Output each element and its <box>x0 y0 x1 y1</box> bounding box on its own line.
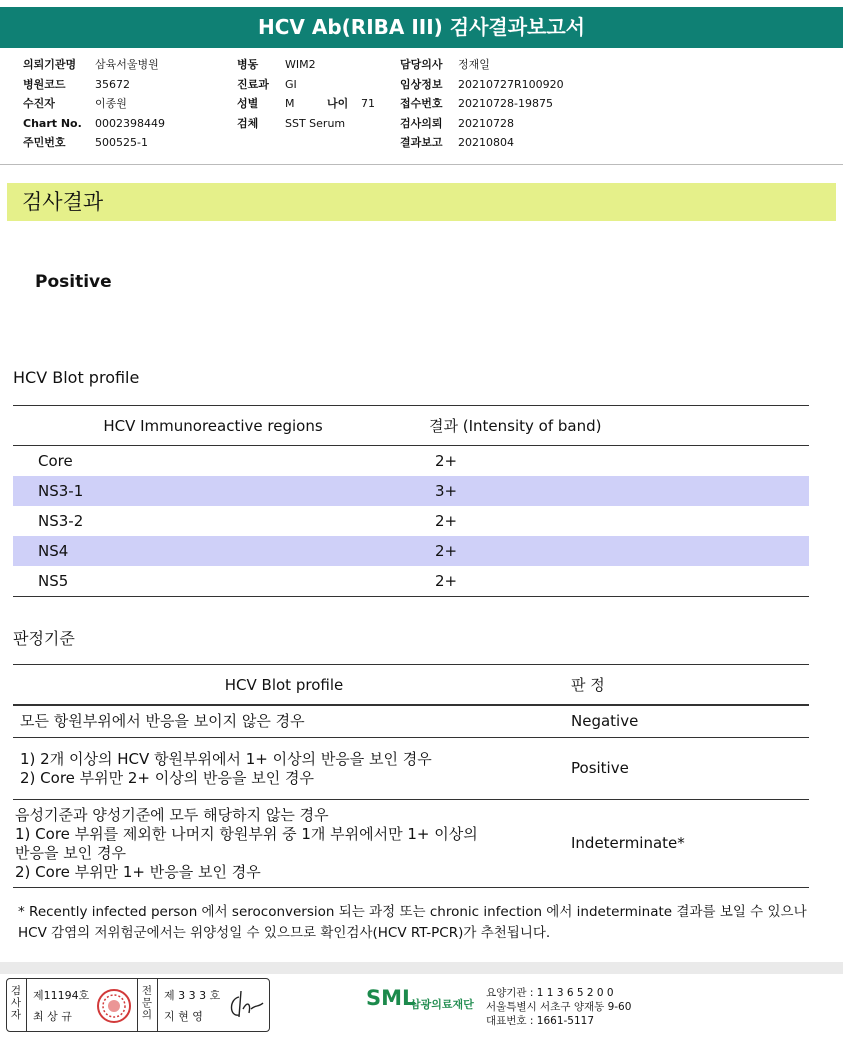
column-header: HCV Immunoreactive regions <box>13 406 414 446</box>
info-label: 수진자 <box>23 97 55 110</box>
info-label: 접수번호 <box>400 97 443 110</box>
info-value: M <box>285 97 295 110</box>
info-label: 주민번호 <box>23 136 66 149</box>
org-info-line: 서울특별시 서초구 양재동 9-60 <box>486 1001 632 1013</box>
info-label: 검사의뢰 <box>400 116 443 130</box>
org-name: 삼광의료재단 <box>410 998 474 1011</box>
criteria-title: 판정기준 <box>13 629 75 648</box>
info-label: 나이 <box>327 97 349 110</box>
criteria-line: 모든 항원부위에서 반응을 보이지 않은 경우 <box>20 712 305 730</box>
criteria-line: 반응을 보인 경우 <box>15 843 126 862</box>
signature-box <box>6 978 270 1032</box>
table-row <box>13 446 809 477</box>
region-cell: NS5 <box>13 566 414 597</box>
info-value: 20210727R100920 <box>458 77 564 91</box>
region-cell: NS3-2 <box>38 512 84 530</box>
criteria-line: 음성기준과 양성기준에 모두 해당하지 않는 경우 <box>15 805 329 824</box>
info-value: 이종원 <box>95 97 127 110</box>
specialist-label: 전문의 <box>141 985 153 1021</box>
table-row <box>13 738 809 800</box>
column-header: 판 정 <box>555 665 809 706</box>
criteria-line: 2) Core 부위만 2+ 이상의 반응을 보인 경우 <box>20 768 314 787</box>
result-cell: 2+ <box>414 566 809 597</box>
info-column-1 <box>23 55 165 153</box>
info-label: Chart No. <box>23 116 82 130</box>
criteria-cell <box>13 800 555 888</box>
seal-icon <box>95 988 133 1027</box>
info-label: 의뢰기관명 <box>23 58 77 71</box>
info-label: 임상정보 <box>400 77 443 91</box>
specialist-license: 제 3 3 3 호 <box>164 989 221 1002</box>
table-header-row <box>13 665 809 706</box>
info-label: 병동 <box>237 58 259 71</box>
footer-band <box>0 962 843 974</box>
info-value: GI <box>285 77 297 91</box>
table-row <box>13 566 809 597</box>
info-value: WIM2 <box>285 58 316 71</box>
table-row <box>13 476 809 506</box>
table-row <box>13 800 809 888</box>
section-title: 검사결과 <box>22 190 104 214</box>
signature-icon <box>225 987 265 1024</box>
table-row <box>13 705 809 738</box>
info-value: 정재일 <box>458 58 490 71</box>
judgement-cell: Indeterminate* <box>555 800 809 888</box>
info-label: 성별 <box>237 97 259 110</box>
judgement-cell: Positive <box>555 738 809 800</box>
criteria-line: 1) Core 부위를 제외한 나머지 항원부위 중 1개 부위에서만 1+ 이상의 <box>15 824 478 843</box>
info-column-2 <box>237 55 375 133</box>
org-info <box>486 986 631 1028</box>
divider <box>137 979 138 1031</box>
tester-license: 제11194호 <box>33 989 90 1002</box>
region-cell: NS3-1 <box>13 476 414 506</box>
criteria-cell <box>13 738 555 800</box>
divider <box>0 164 843 165</box>
info-value: 0002398449 <box>95 116 165 130</box>
info-value: 35672 <box>95 77 130 91</box>
specialist-name: 지 현 영 <box>164 1010 203 1023</box>
divider <box>26 979 27 1031</box>
info-value: 20210728 <box>458 116 514 130</box>
judgement-cell: Negative <box>555 705 809 738</box>
overall-result: Positive <box>35 272 112 292</box>
info-value: 500525-1 <box>95 136 148 149</box>
region-cell: Core <box>38 452 73 470</box>
info-value: 71 <box>361 97 375 110</box>
divider <box>157 979 158 1031</box>
blot-profile-title: HCV Blot profile <box>13 368 140 387</box>
criteria-cell <box>13 705 555 738</box>
org-info-line: 요양기관 : 1 1 3 6 5 2 0 0 <box>486 987 614 999</box>
tester-name: 최 상 규 <box>33 1010 72 1023</box>
criteria-line: 2) Core 부위만 1+ 반응을 보인 경우 <box>15 862 261 881</box>
column-header: 결과 (Intensity of band) <box>414 406 809 446</box>
table-header-row <box>13 406 809 446</box>
region-cell: NS4 <box>13 536 414 566</box>
info-value: 20210728-19875 <box>458 97 553 110</box>
footnote: * Recently infected person 에서 seroconversion 되는 과정 또는 chronic infection 에서 indeterminate 결과를 보일 수 있으나 HCV 감염의 저위험군에서는 위양성일 수 있으므로 확인검사(HCV RT-PCR)가 추천됩니다. <box>18 904 807 941</box>
org-info-line: 대표번호 : 1661-5117 <box>486 1015 595 1027</box>
info-value: 삼육서울병원 <box>95 58 159 71</box>
section-band <box>7 183 836 221</box>
table-row <box>13 536 809 566</box>
column-header: HCV Blot profile <box>13 665 555 706</box>
info-label: 검체 <box>237 116 259 130</box>
info-value: SST Serum <box>285 116 346 130</box>
criteria-table <box>13 664 809 888</box>
info-label: 결과보고 <box>400 136 443 149</box>
info-column-3 <box>400 55 564 153</box>
info-label: 담당의사 <box>400 58 443 71</box>
info-label: 병원코드 <box>23 77 66 91</box>
result-cell: 2+ <box>414 536 809 566</box>
blot-table <box>13 405 809 597</box>
result-cell: 3+ <box>414 476 809 506</box>
table-row <box>13 506 809 536</box>
sml-logo: SML <box>366 986 416 1010</box>
result-cell: 2+ <box>435 512 458 530</box>
result-cell: 2+ <box>435 452 458 470</box>
tester-label: 검사자 <box>10 985 22 1021</box>
info-label: 진료과 <box>237 77 269 91</box>
info-value: 20210804 <box>458 136 514 149</box>
criteria-line: 1) 2개 이상의 HCV 항원부위에서 1+ 이상의 반응을 보인 경우 <box>20 749 432 768</box>
report-title: HCV Ab(RIBA III) 검사결과보고서 <box>0 7 843 48</box>
